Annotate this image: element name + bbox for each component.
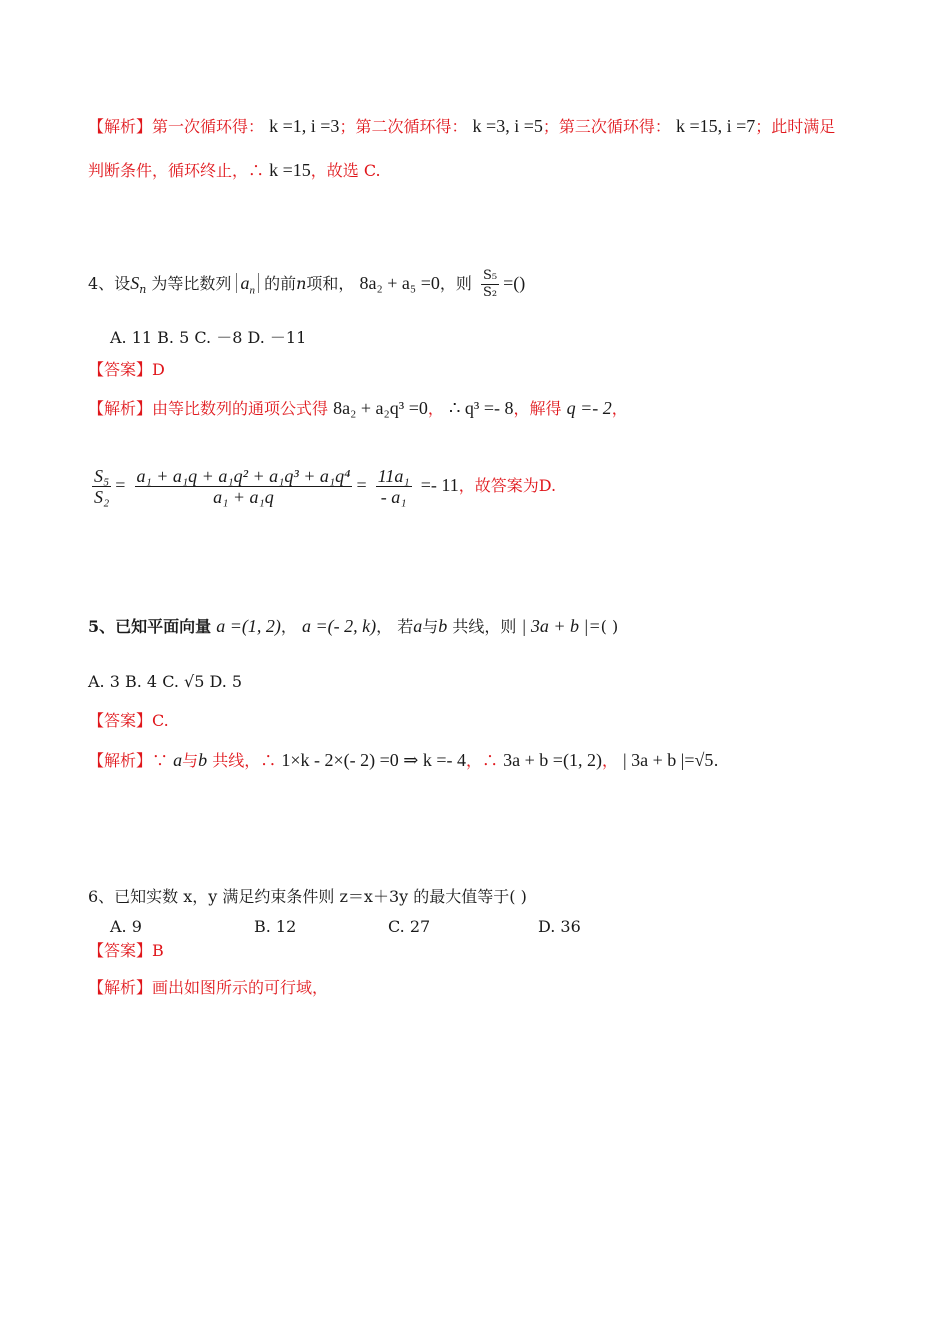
- q3-solution-line1: 【解析】第一次循环得： k =1, i =3；第二次循环得： k =3, i =5；第三次循环得： k =15, i =7；此时满足: [88, 116, 836, 136]
- vector-a: a =(1, 2): [216, 616, 281, 636]
- loop1-values: k =1, i =3: [269, 116, 340, 136]
- q4-condition: 8a₂ + a₅ =0: [359, 273, 440, 293]
- q5-solution: 【解析】∵ a与b 共线，∴ 1×k - 2×(- 2) =0 ⇒ k =- 4，∴ 3a + b =(1, 2)， | 3a + b |=√5.: [88, 750, 719, 770]
- q4-ratio: $\frac{\text{S₅}}{\text{S₂}}$: [482, 268, 498, 300]
- loop3-values: k =15, i =7: [675, 116, 756, 136]
- q6-options: A. 9 B. 12 C. 27 D. 36: [110, 917, 581, 936]
- sequence-an: $a_n$: [236, 273, 259, 293]
- q4-solution-line2: $\frac{\text{S₅}}{\text{S₂}}$ = $\frac{\text{a₁ + a₁q + a₁q² + a₁q³ + a₁q⁴}}{\text{a₁ + a₁q}}$ = $\frac{\text{11a₁}}{\text{- a₁}}$ =- 11，故答案为D.: [94, 466, 557, 507]
- q3-solution-line2: 判断条件，循环终止，∴ k =15，故选 C.: [88, 160, 381, 180]
- q6-answer: 【答案】B: [88, 941, 164, 960]
- q4-solution-line1: 【解析】由等比数列的通项公式得 8a₂ + a₂q³ =0， ∴ q³ =- 8，解得 q =- 2，: [88, 398, 628, 418]
- simplified-fraction: $\frac{\text{11a₁}}{\text{- a₁}}$: [377, 466, 410, 507]
- solution-tag: 【解析】: [88, 117, 153, 136]
- loop2-values: k =3, i =5: [472, 116, 543, 136]
- vector-b: a =(- 2, k): [301, 616, 377, 636]
- q5-stem: 5、已知平面向量 a =(1, 2)， a =(- 2, k)， 若a与b 共线，则 | 3a + b |=( ): [88, 616, 619, 636]
- lhs-fraction: $\frac{\text{S₅}}{\text{S₂}}$: [94, 466, 110, 507]
- expanded-fraction: $\frac{\text{a₁ + a₁q + a₁q² + a₁q³ + a₁q⁴}}{\text{a₁ + a₁q}}$: [136, 466, 351, 507]
- q4-answer: 【答案】D: [88, 360, 165, 379]
- q4-options: A. 11 B. 5 C. －8 D. －11: [110, 328, 307, 347]
- q4-stem: 4、设$S_n$ 为等比数列 $a_n$ 的前n项和， 8a₂ + a₅ =0，则 $\frac{\text{S₅}}{\text{S₂}}$ =(): [88, 268, 526, 300]
- q6-solution: 【解析】画出如图所示的可行域，: [88, 978, 329, 997]
- q5-options: A. 3 B. 4 C. √5 D. 5: [88, 672, 243, 691]
- q6-stem: 6、已知实数 x，y 满足约束条件则 z＝x＋3y 的最大值等于( ): [88, 887, 527, 906]
- q5-answer: 【答案】C.: [88, 711, 169, 730]
